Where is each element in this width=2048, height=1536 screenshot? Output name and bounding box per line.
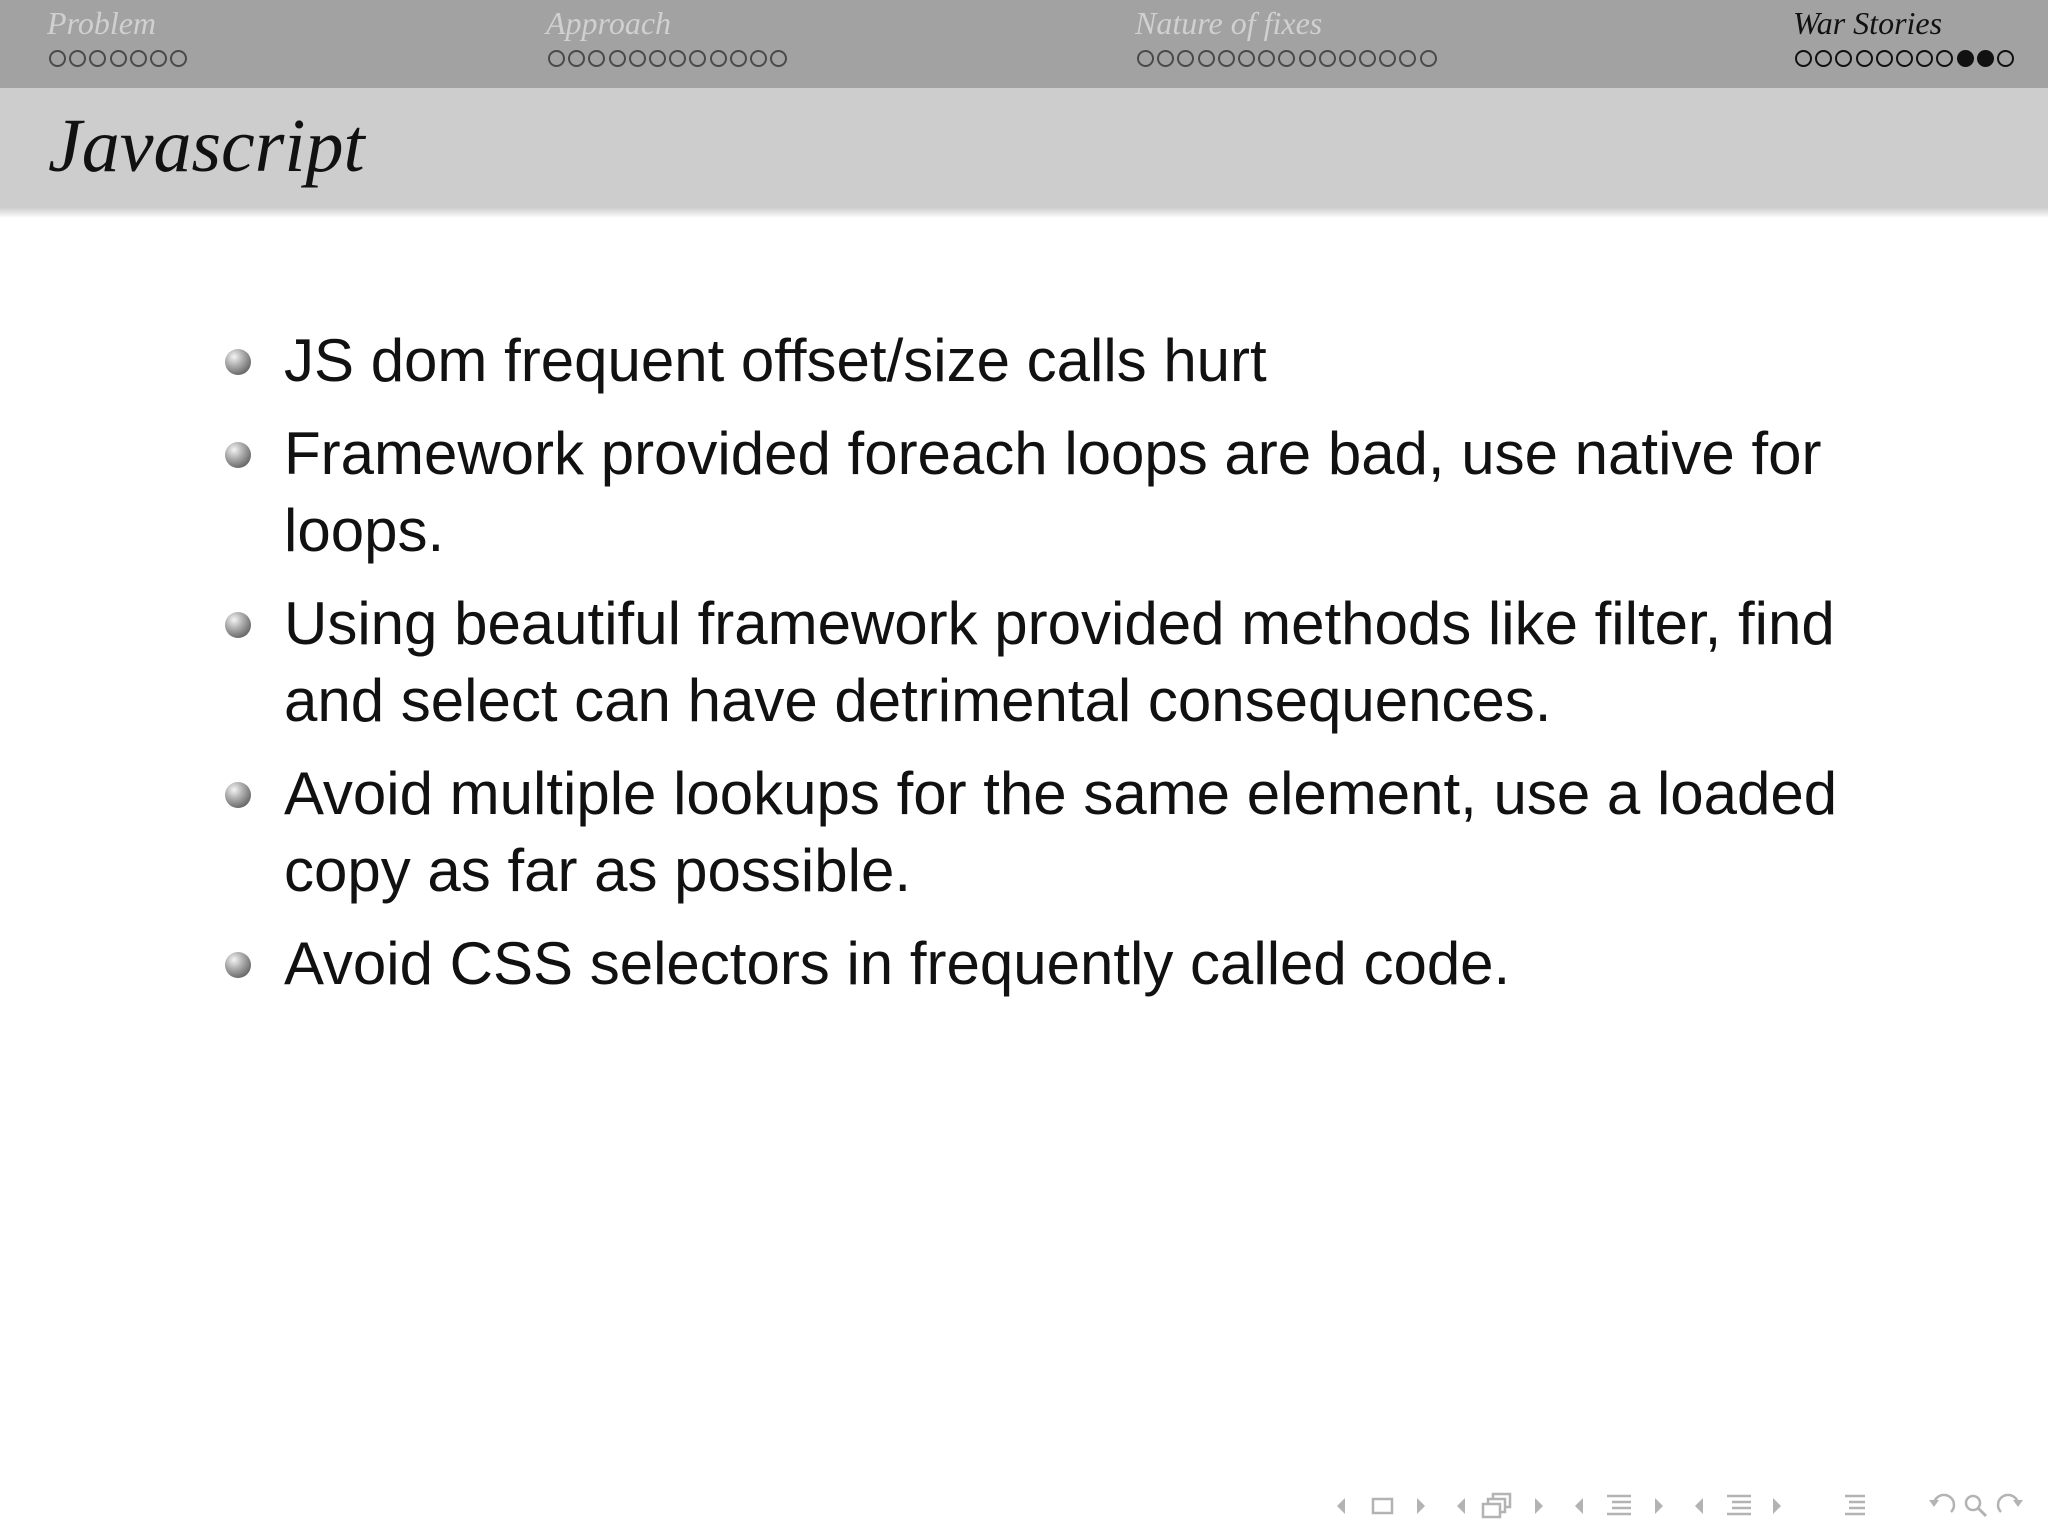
frame-dot-current[interactable] bbox=[1957, 50, 1974, 67]
bullet-text: Using beautiful framework provided methods like filter, find and select can have detrimental consequences. bbox=[284, 590, 1835, 734]
frame-dot[interactable] bbox=[150, 50, 167, 67]
frame-dot[interactable] bbox=[750, 50, 767, 67]
bullet-ball-icon bbox=[225, 612, 251, 638]
frame-icon[interactable] bbox=[1370, 1496, 1396, 1516]
frame-dot[interactable] bbox=[1339, 50, 1356, 67]
frame-dot[interactable] bbox=[1815, 50, 1832, 67]
nav-section-title[interactable]: Nature of fixes bbox=[1135, 5, 1323, 41]
list-item bbox=[220, 415, 1900, 569]
frame-dot[interactable] bbox=[1258, 50, 1275, 67]
frame-dot[interactable] bbox=[770, 50, 787, 67]
bullet-ball-icon bbox=[225, 349, 251, 375]
frame-dot[interactable] bbox=[49, 50, 66, 67]
navigation-symbols bbox=[0, 1488, 2048, 1524]
frame-dot[interactable] bbox=[1936, 50, 1953, 67]
bullet-ball-icon bbox=[225, 952, 251, 978]
bullet-ball-icon bbox=[225, 442, 251, 468]
list-item bbox=[220, 322, 1900, 399]
frame-dot[interactable] bbox=[1137, 50, 1154, 67]
frame-dot[interactable] bbox=[1198, 50, 1215, 67]
bullet-text: Avoid CSS selectors in frequently called code. bbox=[284, 930, 1511, 997]
frame-dot[interactable] bbox=[588, 50, 605, 67]
frame-dot[interactable] bbox=[1218, 50, 1235, 67]
nav-section-title[interactable]: Approach bbox=[546, 5, 672, 41]
frame-dot[interactable] bbox=[548, 50, 565, 67]
frame-dot[interactable] bbox=[730, 50, 747, 67]
frame-dot[interactable] bbox=[1319, 50, 1336, 67]
frame-dot[interactable] bbox=[609, 50, 626, 67]
document-icon[interactable] bbox=[1724, 1492, 1754, 1520]
frame-dot[interactable] bbox=[1420, 50, 1437, 67]
frame-dot[interactable] bbox=[1299, 50, 1316, 67]
frame-dot[interactable] bbox=[89, 50, 106, 67]
bullet-text: Framework provided foreach loops are bad, use native for loops. bbox=[284, 420, 1822, 564]
list-item bbox=[220, 755, 1900, 909]
search-icon[interactable] bbox=[1962, 1492, 1990, 1520]
arrow-left-icon[interactable] bbox=[1692, 1496, 1706, 1516]
frame-dot[interactable] bbox=[1795, 50, 1812, 67]
frame-dot[interactable] bbox=[568, 50, 585, 67]
frame-title: Javascript bbox=[48, 104, 365, 188]
frame-dots bbox=[49, 50, 187, 70]
nav-section-title[interactable]: War Stories bbox=[1793, 5, 1943, 41]
arrow-right-icon[interactable] bbox=[1652, 1496, 1666, 1516]
back-icon[interactable] bbox=[1926, 1492, 1958, 1520]
frame-dot[interactable] bbox=[1177, 50, 1194, 67]
list-item bbox=[220, 585, 1900, 739]
frame-dot[interactable] bbox=[130, 50, 147, 67]
frame-dot[interactable] bbox=[170, 50, 187, 67]
frame-dot[interactable] bbox=[1238, 50, 1255, 67]
frame-dot[interactable] bbox=[1278, 50, 1295, 67]
frame-dot[interactable] bbox=[689, 50, 706, 67]
forward-icon[interactable] bbox=[1994, 1492, 2026, 1520]
subsection-icon[interactable] bbox=[1480, 1492, 1514, 1520]
frame-dot[interactable] bbox=[1856, 50, 1873, 67]
arrow-left-icon[interactable] bbox=[1454, 1496, 1468, 1516]
bullet-ball-icon bbox=[225, 782, 251, 808]
section-icon[interactable] bbox=[1604, 1492, 1634, 1520]
frame-dot[interactable] bbox=[629, 50, 646, 67]
frame-dots bbox=[548, 50, 787, 70]
appendix-icon[interactable] bbox=[1842, 1492, 1868, 1520]
bullet-text: Avoid multiple lookups for the same element, use a loaded copy as far as possible. bbox=[284, 760, 1838, 904]
frame-dot[interactable] bbox=[649, 50, 666, 67]
frame-dots bbox=[1795, 50, 2014, 70]
arrow-right-icon[interactable] bbox=[1770, 1496, 1784, 1516]
frame-dot[interactable] bbox=[1896, 50, 1913, 67]
frame-dot[interactable] bbox=[1399, 50, 1416, 67]
bullet-text: JS dom frequent offset/size calls hurt bbox=[284, 327, 1267, 394]
section-navigation-bar bbox=[0, 0, 2048, 88]
frame-dot[interactable] bbox=[1157, 50, 1174, 67]
frame-dot[interactable] bbox=[110, 50, 127, 67]
frame-dot[interactable] bbox=[669, 50, 686, 67]
frame-dot[interactable] bbox=[1835, 50, 1852, 67]
frame-dot[interactable] bbox=[1379, 50, 1396, 67]
frame-dots bbox=[1137, 50, 1437, 70]
arrow-left-icon[interactable] bbox=[1572, 1496, 1586, 1516]
frame-dot[interactable] bbox=[1916, 50, 1933, 67]
arrow-right-icon[interactable] bbox=[1532, 1496, 1546, 1516]
frame-dot[interactable] bbox=[1997, 50, 2014, 67]
list-item bbox=[220, 925, 1900, 1002]
frame-dot[interactable] bbox=[1876, 50, 1893, 67]
nav-section-title[interactable]: Problem bbox=[47, 5, 157, 41]
frame-dot[interactable] bbox=[69, 50, 86, 67]
frame-dot-current[interactable] bbox=[1977, 50, 1994, 67]
title-band-shadow bbox=[0, 208, 2048, 218]
arrow-left-icon[interactable] bbox=[1334, 1496, 1348, 1516]
frame-dot[interactable] bbox=[710, 50, 727, 67]
bullet-list bbox=[220, 322, 1900, 1018]
arrow-right-icon[interactable] bbox=[1414, 1496, 1428, 1516]
frame-dot[interactable] bbox=[1359, 50, 1376, 67]
